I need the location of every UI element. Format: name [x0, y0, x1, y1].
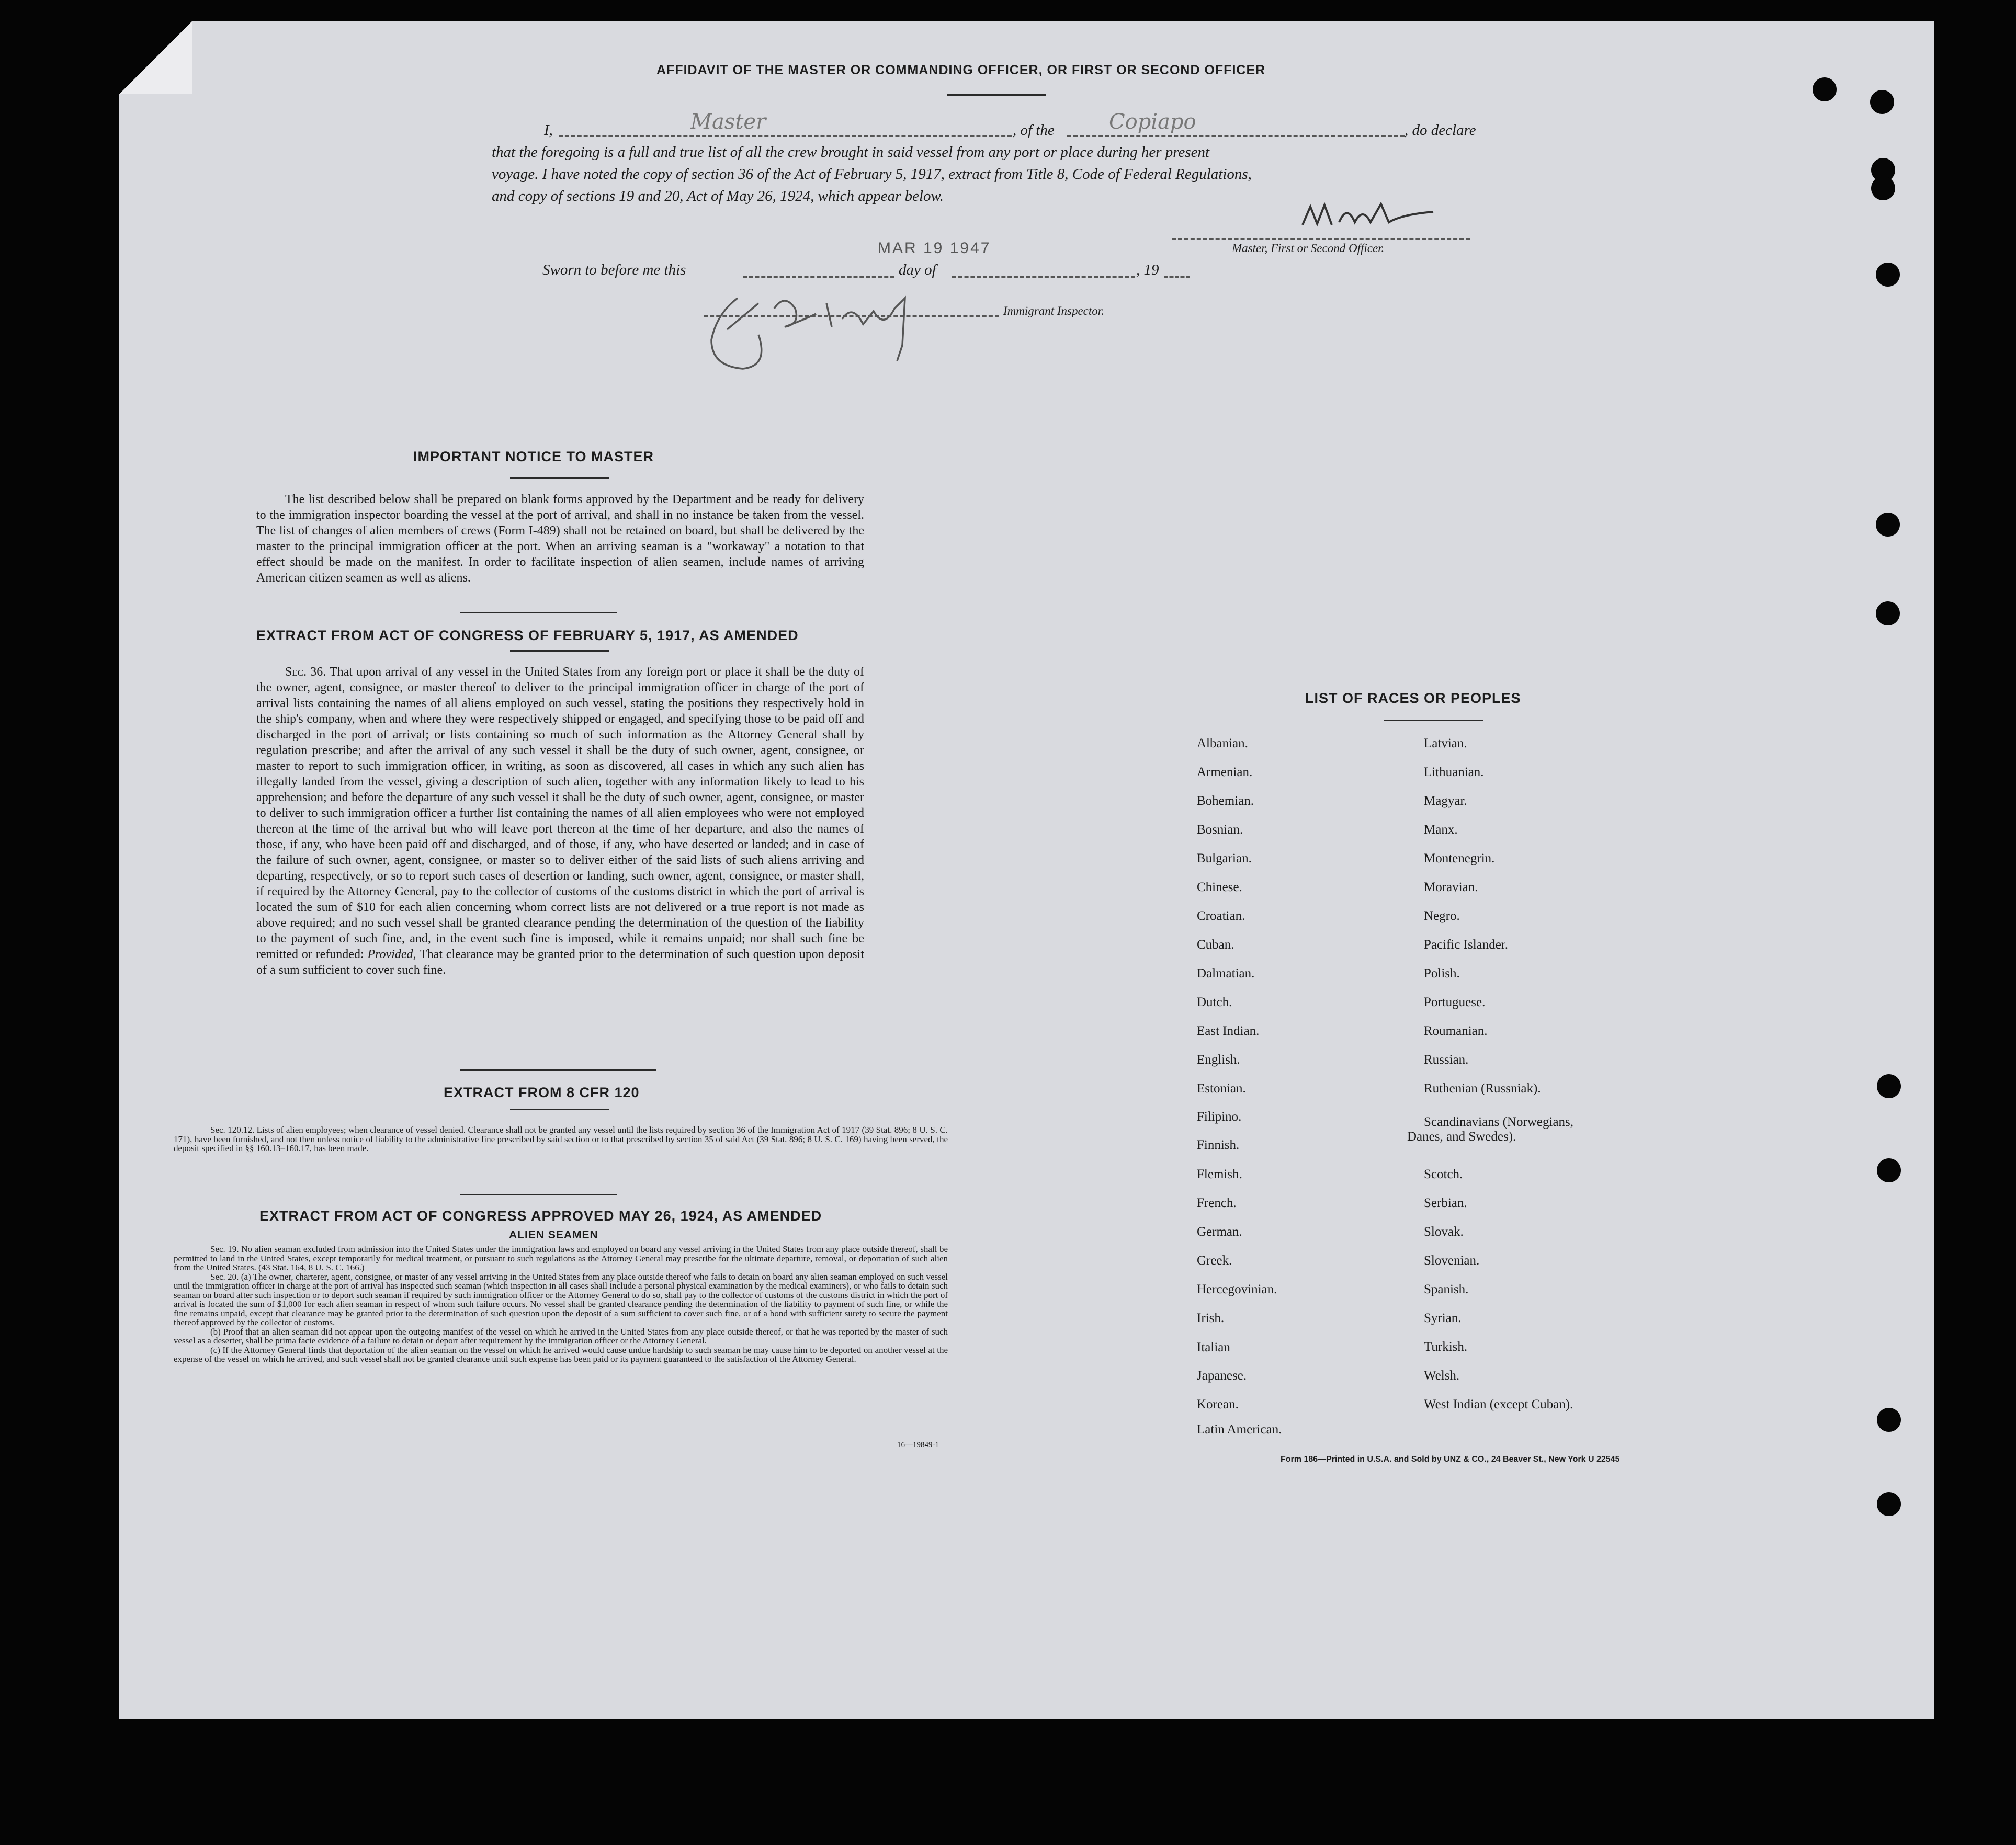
race-item: Latvian.: [1424, 736, 1467, 750]
race-item: Turkish.: [1424, 1340, 1468, 1354]
race-item: Finnish.: [1197, 1138, 1240, 1152]
sworn-month-field: [952, 276, 1135, 278]
race-item: Slovak.: [1424, 1225, 1464, 1239]
race-item: Bosnian.: [1197, 823, 1243, 837]
extract-1924-text: [174, 1245, 948, 1364]
race-item: Moravian.: [1424, 880, 1478, 894]
race-item: Filipino.: [1197, 1110, 1242, 1124]
race-item: West Indian (except Cuban).: [1424, 1397, 1573, 1411]
folded-corner-flap: [119, 21, 192, 94]
affidavit-line2: that the foregoing is a full and true list of all the crew brought in said vessel from any port or place during her present: [492, 144, 1210, 161]
race-item: Croatian.: [1197, 909, 1245, 923]
race-item: Cuban.: [1197, 938, 1234, 952]
race-item: Hercegovinian.: [1197, 1282, 1277, 1296]
alien-seamen-subtitle: ALIEN SEAMEN: [509, 1229, 598, 1241]
race-item: Japanese.: [1197, 1369, 1247, 1383]
punch-hole: [1877, 1074, 1901, 1098]
inspector-caption: Immigrant Inspector.: [1003, 304, 1104, 317]
race-item: Magyar.: [1424, 794, 1467, 808]
affidavit-title: AFFIDAVIT OF THE MASTER OR COMMANDING OFFICER, OR FIRST OR SECOND OFFICER: [656, 63, 1266, 77]
divider: [460, 1069, 656, 1071]
master-signature: [1297, 193, 1444, 235]
race-item: Estonian.: [1197, 1081, 1246, 1096]
punch-hole: [1870, 90, 1894, 114]
race-item: Ruthenian (Russniak).: [1424, 1081, 1541, 1096]
race-item: Roumanian.: [1424, 1024, 1488, 1038]
punch-hole: [1877, 1158, 1901, 1182]
race-item: Scotch.: [1424, 1167, 1463, 1181]
sec-36-body: That upon arrival of any vessel in the United States from any foreign port or place it shall be the duty of the owner, agent, consignee, or master thereof to deliver to the principal immigration officer in charge of the port of arrival lists containing the names of all aliens employed on such vessel, stating the positions they respectively hold in the ship's company, when and where they were respectively shipped or engaged, and specifying those to be paid off and discharged in the port of arrival; or lists containing so much of such information as the Attorney General shall by regulation prescribe; and after the arrival of any such vessel it shall be the duty of such owner, agent, consignee, or master to report to such immigration officer, in writing, as soon as discovered, all cases in which any such alien has illegally landed from the vessel, giving a description of such alien, together with any information likely to lead to his apprehension; and before the departure of any such vessel it shall be the duty of such owner, agent, consignee, or master to deliver to such immigration officer a further list containing the names of all alien employees who were not employed thereon at the time of the arrival but who will leave port thereon at the time of her departure, and also the names of those, if any, who have been paid off and discharged, and of those, if any, who have deserted or landed; and in case of the failure of such owner, agent, consignee, or master so to deliver either of the said lists of such aliens arriving and departing, respectively, or so to report such cases of desertion or landing, such owner, agent, consignee, or master shall, if required by the Attorney General, pay to the collector of customs of the customs district in which the port of arrival is located the sum of $10 for each alien concerning whom correct lists are not delivered or a true report is not made as above required; and no such vessel shall be granted clearance pending the determination of the question of the liability to the payment of such fine, and, in the event such fine is imposed, while it remains unpaid; nor shall such fine be remitted or refunded:: [256, 665, 864, 961]
cfr-text: Sec. 120.12. Lists of alien employees; when clearance of vessel denied. Clearance shall not be granted any vessel until the lists required by section 36 of the Immigration Act of 1917 (39 Stat. 896; 8 U. S. C. 171), have been furnished, and not then unless notice of liability to the administrative fine prescribed by said section or to that prescribed by section 35 of said Act (39 Stat. 896; 8 U. S. C. 169) having been served, the deposit specified in §§ 160.13–160.17, has been made.: [174, 1125, 948, 1153]
sec-20b-text: (b) Proof that an alien seaman did not appear upon the outgoing manifest of the vessel on which he arrived in the United States from any place outside thereof, or that he was reported by the master of such vessel as a deserter, shall be prima facie evidence of a failure to detain or deport after requirement by the immigration officer or the Attorney General.: [174, 1326, 948, 1346]
race-item: Italian: [1197, 1340, 1230, 1354]
race-item: Albanian.: [1197, 736, 1248, 750]
affidavit-line4: and copy of sections 19 and 20, Act of May 26, 1924, which appear below.: [492, 188, 944, 204]
race-item: Spanish.: [1424, 1282, 1469, 1296]
i-label: I,: [544, 122, 553, 139]
race-item: German.: [1197, 1225, 1242, 1239]
notice-text: The list described below shall be prepared on blank forms approved by the Department and be ready for delivery to the immigration inspector boarding the vessel at the port of arrival, and shall in no instance be taken from the vessel. The list of changes of alien members of crews (Form I-489) shall not be retained on board, but shall be delivered by the master to the principal immigration officer at the port. When an arriving seaman is a "workaway" a notation to that effect should be made on the manifest. In order to facilitate inspection of alien seamen, include names of arriving American citizen seamen as well as aliens.: [256, 493, 864, 585]
races-title: LIST OF RACES OR PEOPLES: [1305, 690, 1521, 706]
race-item: Greek.: [1197, 1254, 1232, 1268]
of-the-label: , of the: [1013, 122, 1055, 139]
race-item: English.: [1197, 1053, 1240, 1067]
race-item: Chinese.: [1197, 880, 1242, 894]
provided-label: Provided,: [367, 948, 416, 961]
race-item: Irish.: [1197, 1311, 1225, 1325]
day-of-label: day of: [899, 261, 936, 278]
divider: [510, 477, 609, 479]
punch-hole: [1877, 1492, 1901, 1516]
race-item: French.: [1197, 1196, 1237, 1210]
divider: [947, 94, 1046, 96]
inspector-signature-line: [704, 315, 999, 317]
punch-hole: [1877, 1408, 1901, 1432]
sworn-year-field: [1164, 276, 1190, 278]
cfr-title: EXTRACT FROM 8 CFR 120: [444, 1085, 640, 1100]
race-item: Dutch.: [1197, 995, 1232, 1009]
sworn-label: Sworn to before me this: [542, 261, 686, 278]
handwritten-master: Master: [690, 110, 766, 134]
race-item: East Indian.: [1197, 1024, 1260, 1038]
sec-20c-text: (c) If the Attorney General finds that deportation of the alien seaman on the vessel on which he arrived would cause undue hardship to such seaman he may cause him to be deported on another vessel at the expense of the vessel on which he arrived, and such vessel shall not be granted clearance until such expense has been paid or its payment guaranteed to the satisfaction of the Attorney General.: [174, 1345, 948, 1364]
notice-title: IMPORTANT NOTICE TO MASTER: [413, 449, 654, 464]
divider: [460, 612, 617, 613]
race-item: Lithuanian.: [1424, 765, 1484, 779]
sec-36-label: Sec. 36.: [285, 665, 326, 679]
race-item: Bohemian.: [1197, 794, 1254, 808]
extract-1924-title: EXTRACT FROM ACT OF CONGRESS APPROVED MAY 26, 1924, AS AMENDED: [259, 1208, 822, 1224]
year-label: , 19: [1136, 261, 1159, 278]
punch-hole: [1871, 176, 1895, 200]
form-code: 16—19849-1: [897, 1441, 939, 1449]
punch-hole: [1876, 512, 1900, 537]
divider: [510, 650, 609, 652]
divider: [510, 1109, 609, 1110]
master-name-field: [559, 135, 1012, 137]
divider: [1384, 720, 1483, 721]
race-item: Latin American.: [1197, 1422, 1282, 1437]
punch-hole: [1813, 77, 1837, 101]
race-item: Negro.: [1424, 909, 1460, 923]
date-stamp: MAR 19 1947: [878, 240, 991, 257]
race-item: Russian.: [1424, 1053, 1469, 1067]
race-item: Welsh.: [1424, 1369, 1460, 1383]
master-signature-line: [1172, 238, 1470, 240]
race-item: Flemish.: [1197, 1167, 1242, 1181]
extract-1917-title: EXTRACT FROM ACT OF CONGRESS OF FEBRUARY 5, 1917, AS AMENDED: [256, 628, 799, 643]
race-item: Armenian.: [1197, 765, 1253, 779]
sec-36-proviso: That clearance may be granted prior to the determination of such question upon deposit of a sum sufficient to cover such fine.: [256, 948, 864, 977]
race-item: Pacific Islander.: [1424, 938, 1509, 952]
race-item: Manx.: [1424, 823, 1458, 837]
master-caption: Master, First or Second Officer.: [1232, 242, 1385, 255]
inspector-signature: [696, 282, 926, 377]
race-item: Danes, and Swedes).: [1407, 1130, 1516, 1144]
race-item: Serbian.: [1424, 1196, 1467, 1210]
race-item: Montenegrin.: [1424, 851, 1495, 865]
race-item: Portuguese.: [1424, 995, 1486, 1009]
race-item: Slovenian.: [1424, 1254, 1480, 1268]
punch-hole: [1876, 601, 1900, 625]
affidavit-line1: [544, 122, 553, 139]
vessel-name-field: [1067, 135, 1405, 137]
race-item: Scandinavians (Norwegians,: [1424, 1115, 1574, 1129]
race-item: Korean.: [1197, 1397, 1239, 1411]
race-item: Dalmatian.: [1197, 966, 1255, 981]
extract-1917-text: [256, 664, 864, 978]
punch-hole: [1876, 263, 1900, 287]
sworn-day-field: [743, 276, 894, 278]
sec-20a-text: Sec. 20. (a) The owner, charterer, agent, consignee, or master of any vessel arriving in the United States from any place outside thereof who fails to detain on board any alien seaman employed on such vessel until the immigration officer in charge at the port of arrival has inspected such seaman (which inspection in all cases shall include a personal physical examination by the medical examiners), or who fails to detain such seaman on board after such inspection or to deport such seaman if required by such immigration officer or the Attorney General to do so, shall pay to the collector of customs of the customs district in which the port of arrival is located the sum of $1,000 for each alien seaman in respect of whom such failure occurs. No vessel shall be granted clearance pending the determination of the liability to payment of such fine, or while the fine remains unpaid, except that clearance may be granted prior to the determination of such question upon the deposit of a sum sufficient to cover such fine, or of a bond with sufficient surety to secure the payment thereof approved by the collector of customs.: [174, 1271, 948, 1327]
handwritten-vessel: Copiapo: [1109, 110, 1196, 134]
divider: [460, 1194, 617, 1195]
race-item: Syrian.: [1424, 1311, 1462, 1325]
sec-19-text: Sec. 19. No alien seaman excluded from admission into the United States under the immigration laws and employed on board any vessel arriving in the United States from any place outside thereof, shall be permitted to land in the United States, except temporarily for medical treatment, or pursuant to such regulations as the Attorney General may prescribe for the ultimate departure, removal, or deportation of such alien from the United States. (43 Stat. 164, 8 U. S. C. 166.): [174, 1244, 948, 1272]
race-item: Bulgarian.: [1197, 851, 1252, 865]
race-item: Polish.: [1424, 966, 1460, 981]
affidavit-line3: voyage. I have noted the copy of section 36 of the Act of February 5, 1917, extract from Title 8, Code of Federal Regulations,: [492, 166, 1252, 183]
form-footer: Form 186—Printed in U.S.A. and Sold by UNZ & CO., 24 Beaver St., New York U 22545: [1281, 1455, 1620, 1464]
do-declare-label: , do declare: [1405, 122, 1476, 139]
